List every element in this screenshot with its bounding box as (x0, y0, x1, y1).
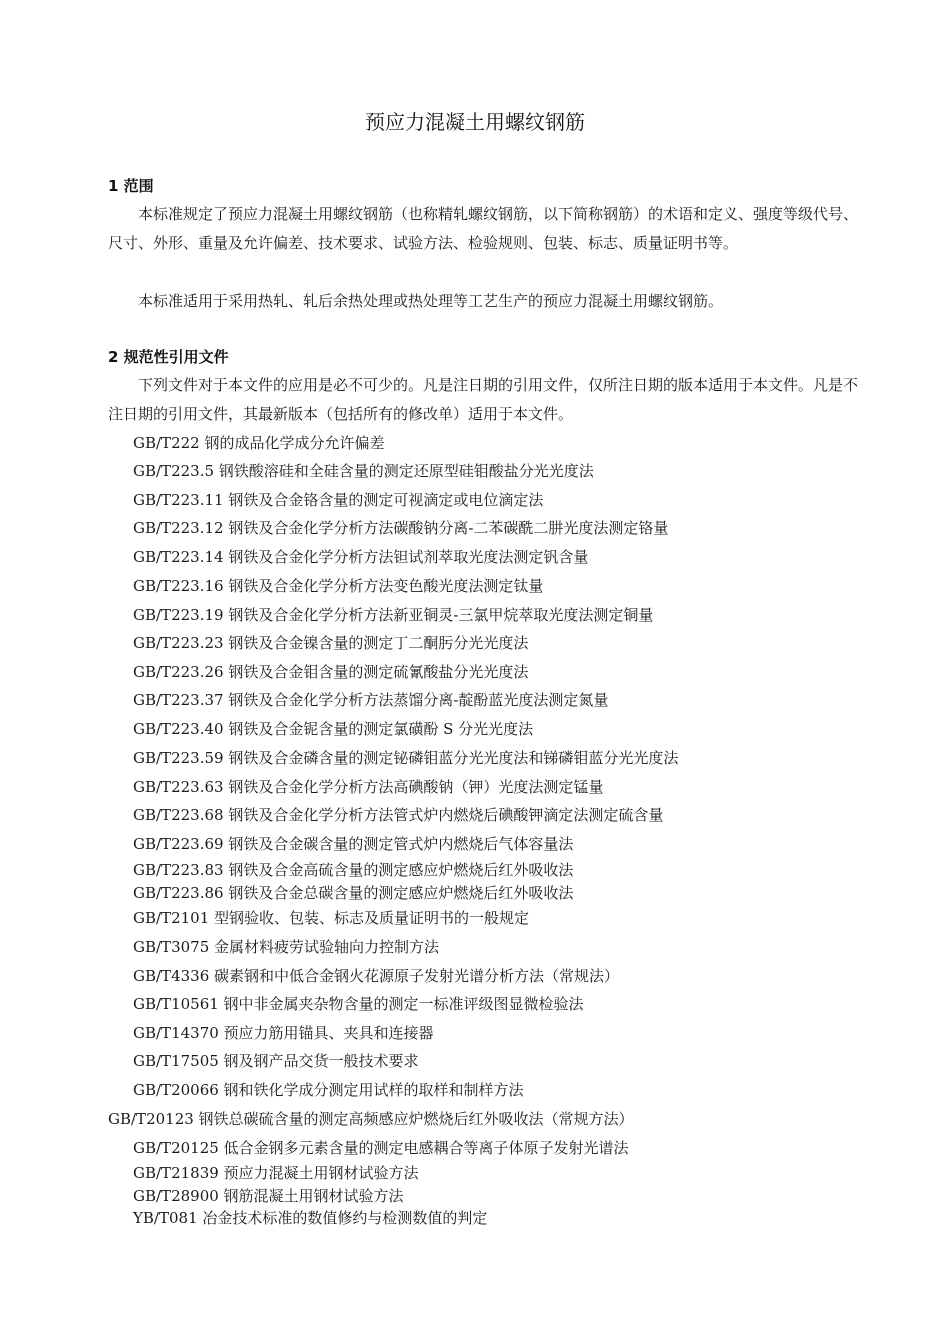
section-2-intro: 下列文件对于本文件的应用是必不可少的。凡是注日期的引用文件，仅所注日期的版本适用于本文件。凡是不注日期的引用文件，其最新版本（包括所有的修改单）适用于本文件。 (108, 376, 859, 423)
reference-item: GB/T223.5 钢铁酸溶硅和全硅含量的测定还原型硅钼酸盐分光光度法 (133, 462, 594, 480)
reference-item: GB/T223.19 钢铁及合金化学分析方法新亚铜灵-三氯甲烷萃取光度法测定铜量 (133, 606, 654, 624)
reference-item: GB/T223.37 钢铁及合金化学分析方法蒸馏分离-靛酚蓝光度法测定氮量 (133, 691, 609, 709)
reference-item: GB/T223.68 钢铁及合金化学分析方法管式炉内燃烧后碘酸钾滴定法测定硫含量 (133, 806, 664, 824)
reference-item: GB/T223.69 钢铁及合金碳含量的测定管式炉内燃烧后气体容量法 (133, 835, 574, 853)
reference-item: GB/T10561 钢中非金属夹杂物含量的测定一标准评级图显微检验法 (133, 995, 584, 1013)
reference-item: GB/T20123 钢铁总碳硫含量的测定高频感应炉燃烧后红外吸收法（常规方法） (108, 1110, 634, 1128)
reference-item: GB/T4336 碳素钢和中低合金钢火花源原子发射光谱分析方法（常规法） (133, 967, 620, 985)
reference-item: GB/T21839 预应力混凝土用钢材试验方法 (133, 1164, 419, 1182)
reference-item: GB/T17505 钢及钢产品交货一般技术要求 (133, 1052, 419, 1070)
reference-item: GB/T20066 钢和铁化学成分测定用试样的取样和制样方法 (133, 1081, 524, 1099)
reference-item: GB/T223.23 钢铁及合金镍含量的测定丁二酮肟分光光度法 (133, 634, 529, 652)
document-title: 预应力混凝土用螺纹钢筋 (365, 110, 585, 134)
reference-item: GB/T223.40 钢铁及合金铌含量的测定氯磺酚 S 分光光度法 (133, 720, 534, 738)
reference-item: GB/T223.59 钢铁及合金磷含量的测定铋磷钼蓝分光光度法和锑磷钼蓝分光光度法 (133, 749, 679, 767)
reference-item: GB/T223.86 钢铁及合金总碳含量的测定感应炉燃烧后红外吸收法 (133, 884, 574, 902)
reference-item: YB/T081 冶金技术标准的数值修约与检测数值的判定 (133, 1209, 488, 1227)
reference-item: GB/T223.11 钢铁及合金铬含量的测定可视滴定或电位滴定法 (133, 491, 544, 509)
reference-item: GB/T20125 低合金钢多元素含量的测定电感耦合等离子体原子发射光谱法 (133, 1139, 629, 1157)
reference-item: GB/T14370 预应力筋用锚具、夹具和连接器 (133, 1024, 434, 1042)
reference-item: GB/T223.83 钢铁及合金高硫含量的测定感应炉燃烧后红外吸收法 (133, 861, 574, 879)
section-2-heading: 2 规范性引用文件 (108, 348, 229, 366)
section-1-paragraph-applicability: 本标准适用于采用热轧、轧后余热处理或热处理等工艺生产的预应力混凝土用螺纹钢筋。 (138, 292, 724, 310)
section-1-heading: 1 范围 (108, 177, 154, 195)
reference-item: GB/T223.16 钢铁及合金化学分析方法变色酸光度法测定钛量 (133, 577, 544, 595)
reference-item: GB/T223.14 钢铁及合金化学分析方法钽试剂萃取光度法测定钒含量 (133, 548, 589, 566)
reference-item: GB/T222 钢的成品化学成分允许偏差 (133, 434, 385, 452)
reference-item: GB/T3075 金属材料疲劳试验轴向力控制方法 (133, 938, 440, 956)
reference-item: GB/T223.26 钢铁及合金钼含量的测定硫氰酸盐分光光度法 (133, 663, 529, 681)
reference-item: GB/T223.63 钢铁及合金化学分析方法高碘酸钠（钾）光度法测定锰量 (133, 778, 604, 796)
reference-item: GB/T2101 型钢验收、包装、标志及质量证明书的一般规定 (133, 909, 530, 927)
reference-item: GB/T223.12 钢铁及合金化学分析方法碳酸钠分离-二苯碳酰二肼光度法测定铬量 (133, 519, 669, 537)
section-1-paragraph-scope: 本标准规定了预应力混凝土用螺纹钢筋（也称精轧螺纹钢筋，以下简称钢筋）的术语和定义、强度等级代号、尺寸、外形、重量及允许偏差、技术要求、试验方法、检验规则、包装、标志、质量证明书等。 (108, 205, 859, 252)
reference-item: GB/T28900 钢筋混凝土用钢材试验方法 (133, 1187, 404, 1205)
